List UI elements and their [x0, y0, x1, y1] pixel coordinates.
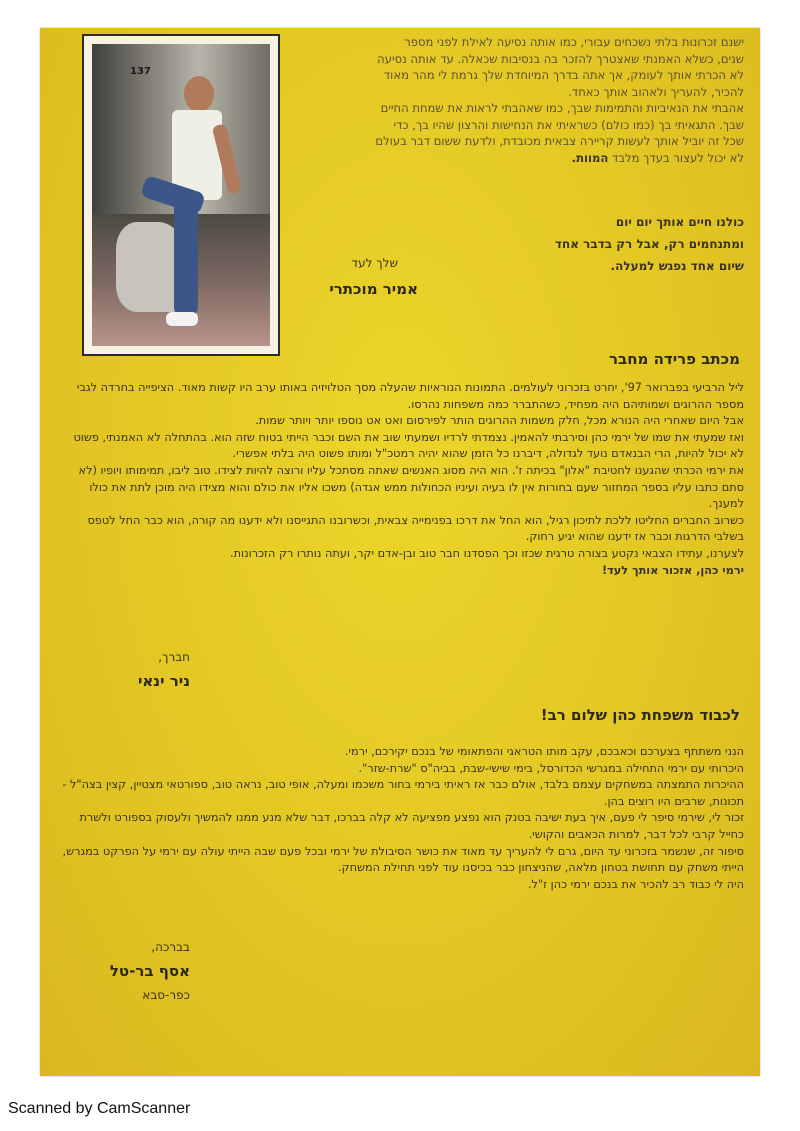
letter-title: מכתב פרידה מחבר [609, 350, 740, 368]
scanned-page [40, 28, 760, 1076]
signature-3-closing: בברכה, [151, 940, 190, 954]
poem-line: כולנו חיים אותך יום יום [615, 215, 744, 229]
signature-2-name: ניר ינאי [137, 672, 190, 690]
intro-line: לא הכרתי אותך לעומק, אך אתה בדרך המיוחדת שלך גרמת לי מהר מאוד [383, 68, 744, 82]
poem-line: שיום אחד נפגש למעלה. [610, 259, 744, 273]
intro-last-word: המוות. [571, 150, 609, 165]
letter-paragraph: כשרוב החברים החליטו ללכת לתיכון רגיל, הוא החל את דרכו בפנימייה צבאית, וכשרובנו התגייסנו ולא ידענו מה קורה, הוא כבר החל לטפס בשלבי הדרגות וכבר אז ידענו שהוא יגיע רחוק. [87, 513, 744, 544]
greeting-paragraph: סיפור זה, שנשמר בזכרוני עד היום, גרם לי להעריך עד מאוד את כושר הסיבולת של ירמי ובכל פעם שבה הייתי עולה עם ירמי על הפרקט במגרש, הייתי משחק עם תחושת בטחון מלאה, שהניצחון כבר בכיסנו עוד לפני תחילת המשחק. [62, 844, 744, 875]
letter-paragraph: אבל היום שאחרי היה הנורא מכל, חלק משמות ההרוגים הותר לפירסום ואט אט נוספו יותר ויותר שמות. [255, 414, 744, 428]
greeting-paragraph: ההיכרות התמצתה במשחקים עצמם בלבד, אולם כבר אז ראיתי בירמי בחור משכמו ומעלה, אופי טוב, נראה טוב, ספורטאי מצטיין, קצין בצה"ל - תכונות, שרבים היו רוצים בהן. [62, 778, 744, 808]
greeting-title: לכבוד משפחת כהן שלום רב! [540, 706, 740, 724]
letter-body [62, 380, 744, 579]
intro-line: ישנם זכרונות בלתי נשכחים עבורי, כמו אותה נסיעה לאילת לפני מספר [404, 35, 744, 49]
intro-line: שכל זה יוביל אותך לעשות קריירה צבאית מכובדת, ולדעת ששום דבר בעולם [375, 134, 744, 148]
memorial-photo [92, 44, 270, 346]
greeting-paragraph: הנני משתתף בצערכם וכאבכם, עקב מותו הטראגי והפתאומי של בנכם יקירכם, ירמי. [344, 745, 744, 758]
greeting-paragraph: היכרותי עם ירמי התחילה במגרשי הכדורסל, בימי שישי-שבת, בביה"ס "שרת-שזר". [358, 761, 744, 775]
intro-last-line: לא יכול לעצור בעדך מלבד [612, 150, 744, 165]
letter-paragraph: את ירמי הכרתי שהגענו לחטיבת "אלון" בכיתה ז'. הוא היה מסוג האנשים שאתה מסתכל עליו ורוצה להיות לצידו. טוב ליבו, תמימותו ויופיו (לא סתם כתבו עליו בספר המחזור שעם בחורות אין לו בעיה ועיניו הכחולות ממש אגדה) משכו אליו את כולם והוא מצידו היה מוכן לתת את כולו למענך. [78, 463, 744, 511]
intro-line: להכיר, להעריך ולאהוב אותך כאחד. [568, 84, 744, 99]
intro-line [288, 150, 744, 167]
signature-3-name: אסף בר-טל [109, 962, 190, 980]
memorial-photo-frame [82, 34, 280, 356]
photo-number-label: 137 [130, 66, 151, 77]
greeting-body [62, 744, 744, 893]
letter-paragraph: לצערנו, עתידו הצבאי נקטע בצורה טרגית שכזו וכך הפסדנו חבר טוב ובן-אדם יקר, ועתה נותרו רק הזכרונות. [230, 546, 744, 560]
signature-1-name: אמיר מוכתרי [329, 280, 418, 298]
intro-line: שנים, כשלא האמנתי שאצטרך להזכר בה בנסיבות שכאלה. עד אותה נסיעה [377, 51, 744, 66]
letter-paragraph: ליל הרביעי בפברואר 97', יחרט בזכרוני לעולמים. התמונות הנוראיות שהעלה מסך הטלויזיה באותו ערב היו קשות מאוד. הציפייה בחרדה לגבי מספר ההרוגים ושמותיהם היה מפחיד, כשהתברר כמה משפחות נהרסו. [76, 381, 744, 411]
scanner-footer: Scanned by CamScanner [8, 1100, 191, 1117]
letter-closing: ירמי כהן, אזכור אותך לעד! [601, 563, 744, 577]
intro-line: אהבתי את הנאיביות והתמימות שבך, כמו שאהבתי לראות את שמחת החיים [380, 101, 744, 115]
signature-2-closing: חברך, [158, 650, 190, 664]
poem-line: ומתנחמים רק, אבל רק בדבר אחד [554, 237, 744, 251]
intro-line: שבך. התגאיתי בך (כמו כולם) כשראיתי את הנחישות והרצון שהיו בך, כדי [393, 117, 744, 132]
signature-1-closing: שלך לעד [351, 256, 398, 270]
intro-text [288, 34, 744, 166]
signature-3-place: כפר-סבא [142, 988, 190, 1002]
greeting-paragraph: היה לי כבוד רב להכיר את בנכם ירמי כהן ז"ל. [527, 877, 744, 891]
greeting-paragraph: זכור לי, שירמי סיפר לי פעם, איך בעת ישיבה בטנק הוא נפצע מפציעה לא קלה בברכו, דבר שלא מנע ממנו להמשיך ולעסוק בספורט ולשרת כחייל קרבי לכל דבר, למרות הכאבים והקושי. [79, 811, 744, 841]
letter-paragraph: ואז שמעתי את שמו של ירמי כהן וסירבתי להאמין. נצמדתי לרדיו ושמעתי שוב את השם וכבר הייתי בטוח שזה הוא. בהתחלה לא האמנתי, פשוט לא יכול להיות, הרי הבנאדם נועד לגדולה, דיברנו כל הזמן שהוא יהיה רמטכ"ל ומותו פשוט היה בלתי אפשרי. [73, 430, 744, 461]
